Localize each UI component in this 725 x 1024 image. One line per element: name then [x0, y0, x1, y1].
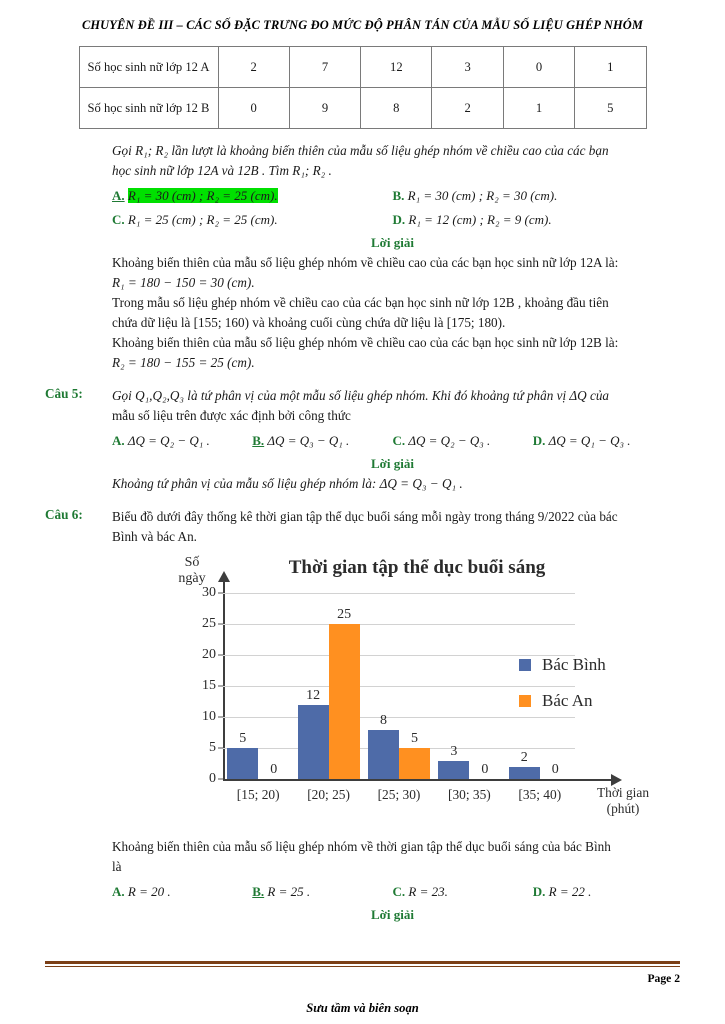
cell-12b-6: 5 — [575, 88, 646, 129]
question4-solution-line2: R₁ = 180 − 150 = 30 (cm). — [112, 274, 255, 290]
question5-label: Câu 5: — [45, 386, 83, 402]
chart-x-tick-label: [25; 30) — [377, 787, 421, 803]
chart-bar-value-label: 2 — [520, 749, 528, 765]
option-d-label: D. — [532, 433, 546, 449]
question6-options — [112, 883, 673, 902]
option-a[interactable] — [112, 883, 252, 902]
chart-x-tick-label: [30; 35) — [447, 787, 491, 803]
question6-after-chart-line2: là — [112, 859, 122, 875]
cell-12b-1: 0 — [218, 88, 289, 129]
footer-divider — [45, 961, 680, 967]
chart-bar-value-label: 5 — [410, 731, 418, 747]
legend-item-bac-an — [519, 691, 606, 711]
option-b-label: B. — [392, 188, 405, 204]
cell-12b-2: 9 — [289, 88, 360, 129]
chart-bar-value-label: 25 — [337, 607, 352, 623]
chart-bar-value-label: 8 — [379, 712, 387, 728]
chart-bar-value-label: 0 — [551, 762, 559, 778]
question5-block — [0, 386, 725, 494]
question5-prompt-line2: mẫu số liệu trên được xác định bởi công thức — [112, 408, 351, 424]
chart-bar-group — [223, 593, 293, 779]
option-d-label: D. — [392, 211, 406, 227]
chart-title: Thời gian tập thể dục buổi sáng — [288, 557, 546, 579]
option-c-text: ΔQ = Q₂ − Q₃ . — [408, 433, 491, 449]
option-a-text: R = 20 . — [127, 884, 171, 900]
chart-bar-fill — [399, 748, 430, 779]
question5-body — [112, 386, 673, 494]
question6-prompt-line1: Biểu đồ dưới đây thống kê thời gian tập thể dục buổi sáng mỗi ngày trong tháng 9/2022 của bác — [112, 509, 618, 525]
legend-item-bac-binh — [519, 655, 606, 675]
cell-12a-2: 7 — [289, 47, 360, 88]
question6-prompt-line2: Bình và bác An. — [112, 529, 197, 545]
question4-prompt-line1: Gọi R₁; R₂ lần lượt là khoảng biến thiên của mẫu số liệu ghép nhóm về chiều cao của các bạn — [112, 143, 609, 158]
cell-12a-4: 3 — [432, 47, 503, 88]
question5-solution-heading: Lời giải — [371, 456, 414, 472]
question4-solution-line5: Khoảng biến thiên của mẫu số liệu ghép nhóm về chiều cao của các bạn học sinh nữ lớp 12B là: — [112, 335, 619, 351]
question4-solution-line6: R₂ = 180 − 155 = 25 (cm). — [112, 355, 255, 371]
option-b-text: R = 25 . — [267, 884, 311, 900]
option-d[interactable] — [533, 432, 673, 451]
chart-bar-fill — [368, 730, 399, 780]
question4-solution-heading: Lời giải — [371, 234, 414, 250]
document-header-title: CHUYÊN ĐỀ III – CÁC SỐ ĐẶC TRƯNG ĐO MỨC ĐỘ PHÂN TÁN CỦA MẪU SỐ LIỆU GHÉP NHÓM — [81, 18, 644, 32]
option-b[interactable] — [252, 432, 392, 451]
question4-block — [112, 141, 673, 373]
legend-label-bac-binh: Bác Bình — [542, 655, 606, 675]
option-b[interactable] — [393, 187, 674, 206]
chart-x-tick-label: [35; 40) — [518, 787, 562, 803]
chart-x-axis-label — [575, 785, 671, 816]
chart-y-tick-label: 10 — [202, 709, 216, 725]
question6-body — [112, 507, 673, 925]
chart-bar-value-label: 0 — [481, 762, 489, 778]
page-footer — [45, 961, 680, 1016]
option-c-text: R₁ = 25 (cm) ; R₂ = 25 (cm). — [127, 211, 278, 227]
question5-solution-line: Khoảng tứ phân vị của mẫu số liệu ghép nhóm là: ΔQ = Q₃ − Q₁ . — [112, 476, 463, 492]
legend-swatch-bac-binh — [519, 659, 531, 671]
chart-x-tick-label: [15; 20) — [236, 787, 280, 803]
chart-y-tick-label: 15 — [202, 678, 216, 694]
option-d-text: R₁ = 12 (cm) ; R₂ = 9 (cm). — [408, 211, 552, 227]
option-d-label: D. — [532, 884, 546, 900]
question4-prompt-line2: học sinh nữ lớp 12A và 12B . Tìm R₁; R₂ . — [112, 163, 332, 179]
chart-bar-fill — [509, 767, 540, 779]
chart-bar-fill — [227, 748, 258, 779]
option-b-text: ΔQ = Q₃ − Q₁ . — [267, 433, 350, 449]
chart-bar-group — [293, 593, 363, 779]
option-c[interactable] — [393, 432, 533, 451]
x-axis-label-line1: Thời gian — [596, 785, 650, 801]
question4-solution-line3: Trong mẫu số liệu ghép nhóm về chiều cao của các bạn học sinh nữ lớp 12B , khoảng đầu tiên — [112, 294, 609, 310]
row-header-12a: Số học sinh nữ lớp 12 A — [79, 47, 218, 88]
cell-12b-5: 1 — [503, 88, 574, 129]
row-header-12b: Số học sinh nữ lớp 12 B — [79, 88, 218, 129]
option-a[interactable] — [112, 187, 393, 206]
option-b-label: B. — [252, 433, 265, 449]
question4-solution-line4: chứa dữ liệu là [155; 160) và khoảng cuối cùng chứa dữ liệu là [175; 180). — [112, 315, 506, 330]
question6-after-chart-line1: Khoảng biến thiên của mẫu số liệu ghép nhóm về thời gian tập thể dục buổi sáng của bác Bình — [112, 839, 611, 855]
option-c-text: R = 23. — [408, 884, 448, 900]
chart-y-tick-label: 20 — [202, 647, 216, 663]
cell-12a-6: 1 — [575, 47, 646, 88]
option-c-label: C. — [392, 884, 406, 900]
question4-options — [112, 187, 673, 230]
chart-y-axis-arrow — [218, 571, 230, 582]
chart-bar-value-label: 5 — [239, 731, 247, 747]
chart-y-tick-label: 5 — [209, 740, 216, 756]
chart-y-axis-label — [169, 555, 215, 586]
table-row — [79, 88, 646, 129]
chart-bar-value-label: 0 — [270, 762, 278, 778]
chart-bar-group — [364, 593, 434, 779]
option-a-label: A. — [112, 188, 125, 204]
option-a-label: A. — [112, 433, 125, 449]
chart-bar-value-label: 12 — [306, 687, 321, 703]
chart-bar-fill — [329, 624, 360, 779]
option-c[interactable] — [393, 883, 533, 902]
y-axis-label-line1: Số — [184, 555, 200, 571]
cell-12b-3: 8 — [361, 88, 432, 129]
option-c-label: C. — [112, 211, 125, 227]
chart-bar-fill — [438, 761, 469, 780]
option-a-text: ΔQ = Q₂ − Q₁ . — [127, 433, 210, 449]
legend-swatch-bac-an — [519, 695, 531, 707]
question6-label: Câu 6: — [45, 507, 83, 523]
option-d-text: R = 22 . — [548, 884, 592, 900]
chart-legend — [519, 655, 606, 727]
chart-y-tick-label: 0 — [209, 771, 216, 787]
table-row — [79, 47, 646, 88]
option-d[interactable] — [393, 211, 674, 230]
cell-12a-3: 12 — [361, 47, 432, 88]
chart-y-tick-label: 25 — [202, 616, 216, 632]
footer-signature: Sưu tầm và biên soạn — [306, 1001, 419, 1015]
chart-bar-fill — [298, 705, 329, 779]
chart-x-tick-label: [20; 25) — [307, 787, 350, 803]
question6-solution-heading: Lời giải — [371, 907, 414, 923]
option-c-label: C. — [392, 433, 406, 449]
question4-solution-line1: Khoảng biến thiên của mẫu số liệu ghép nhóm về chiều cao của các bạn học sinh nữ lớp 12A là: — [112, 254, 619, 270]
y-axis-label-line2: ngày — [178, 571, 206, 587]
page-number: Page 2 — [647, 972, 680, 985]
statistics-table — [79, 46, 647, 129]
legend-label-bac-an: Bác An — [542, 691, 593, 711]
chart-bar-value-label: 3 — [450, 743, 458, 759]
cell-12b-4: 2 — [432, 88, 503, 129]
option-a-text: R₁ = 30 (cm) ; R₂ = 25 (cm). — [127, 188, 278, 204]
chart-bar-group — [434, 593, 504, 779]
cell-12a-1: 2 — [218, 47, 289, 88]
option-c[interactable] — [112, 211, 393, 230]
option-b[interactable] — [252, 883, 392, 902]
exercise-time-bar-chart — [167, 555, 667, 823]
question5-options — [112, 432, 673, 451]
cell-12a-5: 0 — [503, 47, 574, 88]
x-axis-label-line2: (phút) — [606, 800, 640, 816]
option-b-label: B. — [252, 884, 265, 900]
option-a-label: A. — [112, 884, 125, 900]
option-b-text: R₁ = 30 (cm) ; R₂ = 30 (cm). — [407, 188, 558, 204]
chart-y-tick-label: 30 — [202, 585, 216, 601]
statistics-table-wrapper — [79, 46, 647, 129]
question5-prompt-line1: Gọi Q₁,Q₂,Q₃ là tứ phân vị của một mẫu số liệu ghép nhóm. Khi đó khoảng tứ phân vị ΔQ của — [112, 388, 610, 404]
question6-block — [0, 507, 725, 925]
option-d-text: ΔQ = Q₁ − Q₃ . — [548, 433, 631, 449]
chart-x-axis-line — [223, 779, 613, 781]
option-a[interactable] — [112, 432, 252, 451]
table-body — [79, 47, 646, 129]
option-d[interactable] — [533, 883, 673, 902]
